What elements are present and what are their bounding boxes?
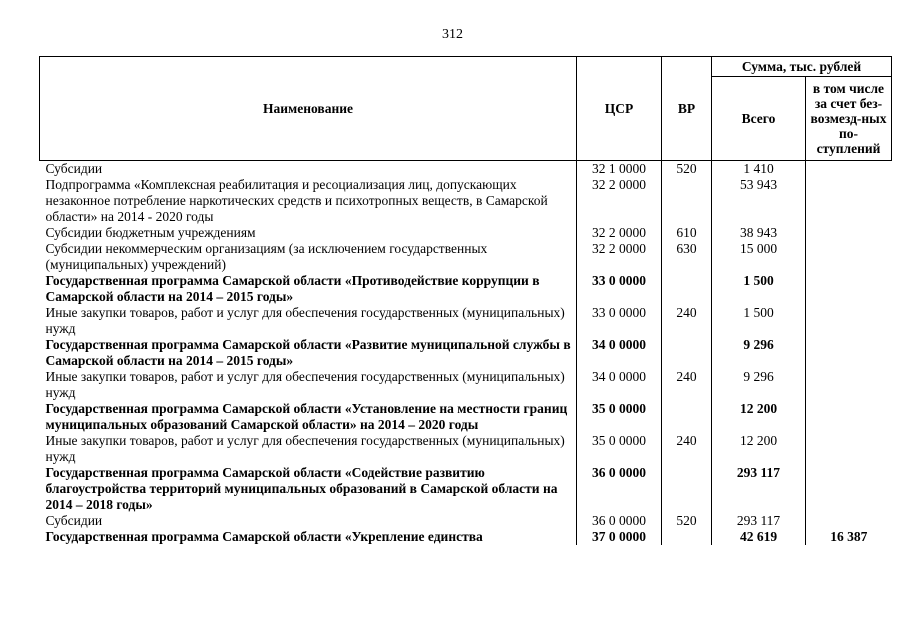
row-csr-cell: 37 0 0000 <box>577 529 662 545</box>
row-total-cell: 42 619 <box>712 529 806 545</box>
header-name: Наименование <box>40 57 577 161</box>
row-including-cell <box>806 305 892 337</box>
row-including-cell <box>806 161 892 178</box>
table-header <box>40 57 892 161</box>
page-number: 312 <box>442 27 463 42</box>
row-name-cell: Государственная программа Самарской области «Содействие развитию благоустройства территорий муниципальных образований в Самарской области на 2014 – 2018 годы» <box>45 465 558 512</box>
row-vr-cell: 630 <box>662 241 712 273</box>
row-name-cell: Субсидии <box>45 161 103 176</box>
row-including-cell <box>806 401 892 433</box>
header-including: в том числе за счет без-возмезд-ных по-ступлений <box>806 77 892 161</box>
row-total-cell: 9 296 <box>712 369 806 401</box>
row-name-cell: Государственная программа Самарской области «Укрепление единства <box>45 529 483 544</box>
row-name-cell: Государственная программа Самарской области «Развитие муниципальной службы в Самарской области на 2014 – 2015 годы» <box>45 337 571 368</box>
row-total-cell: 293 117 <box>712 513 806 529</box>
table-row <box>40 337 892 369</box>
header-sum: Сумма, тыс. рублей <box>712 57 892 77</box>
row-including-cell: 16 387 <box>806 529 892 545</box>
table-row <box>40 177 892 225</box>
row-vr-cell: 610 <box>662 225 712 241</box>
row-name-cell: Субсидии бюджетным учреждениям <box>45 225 256 240</box>
row-vr-cell: 240 <box>662 305 712 337</box>
row-total-cell: 15 000 <box>712 241 806 273</box>
row-name-cell: Государственная программа Самарской области «Противодействие коррупции в Самарской области на 2014 – 2015 годы» <box>45 273 540 304</box>
row-vr-cell: 240 <box>662 369 712 401</box>
row-csr-cell: 32 2 0000 <box>577 177 662 225</box>
table-row <box>40 369 892 401</box>
row-csr-cell: 36 0 0000 <box>577 513 662 529</box>
row-vr-cell: 520 <box>662 161 712 178</box>
row-including-cell <box>806 513 892 529</box>
row-name-cell: Иные закупки товаров, работ и услуг для обеспечения государственных (муниципальных) нужд <box>45 305 565 336</box>
row-total-cell: 1 500 <box>712 273 806 305</box>
budget-table <box>39 56 892 545</box>
row-name-cell: Субсидии некоммерческим организациям (за исключением государственных (муниципальных) учреждений) <box>45 241 488 272</box>
row-name-cell: Иные закупки товаров, работ и услуг для обеспечения государственных (муниципальных) нужд <box>45 369 565 400</box>
row-including-cell <box>806 369 892 401</box>
row-csr-cell: 35 0 0000 <box>577 401 662 433</box>
table-row <box>40 273 892 305</box>
row-including-cell <box>806 433 892 465</box>
row-csr-cell: 36 0 0000 <box>577 465 662 513</box>
row-vr-cell <box>662 337 712 369</box>
row-name-cell: Субсидии <box>45 513 103 528</box>
row-total-cell: 293 117 <box>712 465 806 513</box>
row-csr-cell: 34 0 0000 <box>577 337 662 369</box>
row-csr-cell: 34 0 0000 <box>577 369 662 401</box>
header-csr: ЦСР <box>577 57 662 161</box>
row-vr-cell: 520 <box>662 513 712 529</box>
row-vr-cell <box>662 529 712 545</box>
row-name-cell: Государственная программа Самарской области «Установление на местности границ муниципальных образований Самарской области» на 2014 – 2020 годы <box>45 401 568 432</box>
table-row <box>40 161 892 178</box>
row-total-cell: 1 410 <box>712 161 806 178</box>
row-vr-cell <box>662 465 712 513</box>
row-including-cell <box>806 337 892 369</box>
table-row <box>40 305 892 337</box>
table-row <box>40 225 892 241</box>
table-body <box>40 161 892 546</box>
table-row <box>40 241 892 273</box>
row-name-cell: Иные закупки товаров, работ и услуг для обеспечения государственных (муниципальных) нужд <box>45 433 565 464</box>
row-including-cell <box>806 465 892 513</box>
row-csr-cell: 35 0 0000 <box>577 433 662 465</box>
row-name-cell: Подпрограмма «Комплексная реабилитация и ресоциализация лиц, допускающих незаконное потребление наркотических средств и психотропных веществ, в Самарской области» на 2014 - 2020 годы <box>45 177 548 224</box>
row-total-cell: 38 943 <box>712 225 806 241</box>
row-vr-cell <box>662 177 712 225</box>
row-total-cell: 9 296 <box>712 337 806 369</box>
row-including-cell <box>806 177 892 225</box>
row-csr-cell: 33 0 0000 <box>577 305 662 337</box>
row-total-cell: 1 500 <box>712 305 806 337</box>
table-row <box>40 433 892 465</box>
header-vr: ВР <box>662 57 712 161</box>
row-including-cell <box>806 225 892 241</box>
table-row <box>40 513 892 529</box>
row-csr-cell: 32 2 0000 <box>577 225 662 241</box>
row-total-cell: 12 200 <box>712 401 806 433</box>
row-csr-cell: 32 2 0000 <box>577 241 662 273</box>
row-csr-cell: 33 0 0000 <box>577 273 662 305</box>
row-vr-cell <box>662 401 712 433</box>
row-total-cell: 53 943 <box>712 177 806 225</box>
table-row <box>40 465 892 513</box>
row-total-cell: 12 200 <box>712 433 806 465</box>
row-vr-cell <box>662 273 712 305</box>
header-total: Всего <box>712 77 806 161</box>
row-including-cell <box>806 273 892 305</box>
row-csr-cell: 32 1 0000 <box>577 161 662 178</box>
table-row <box>40 529 892 545</box>
row-vr-cell: 240 <box>662 433 712 465</box>
row-including-cell <box>806 241 892 273</box>
table-row <box>40 401 892 433</box>
